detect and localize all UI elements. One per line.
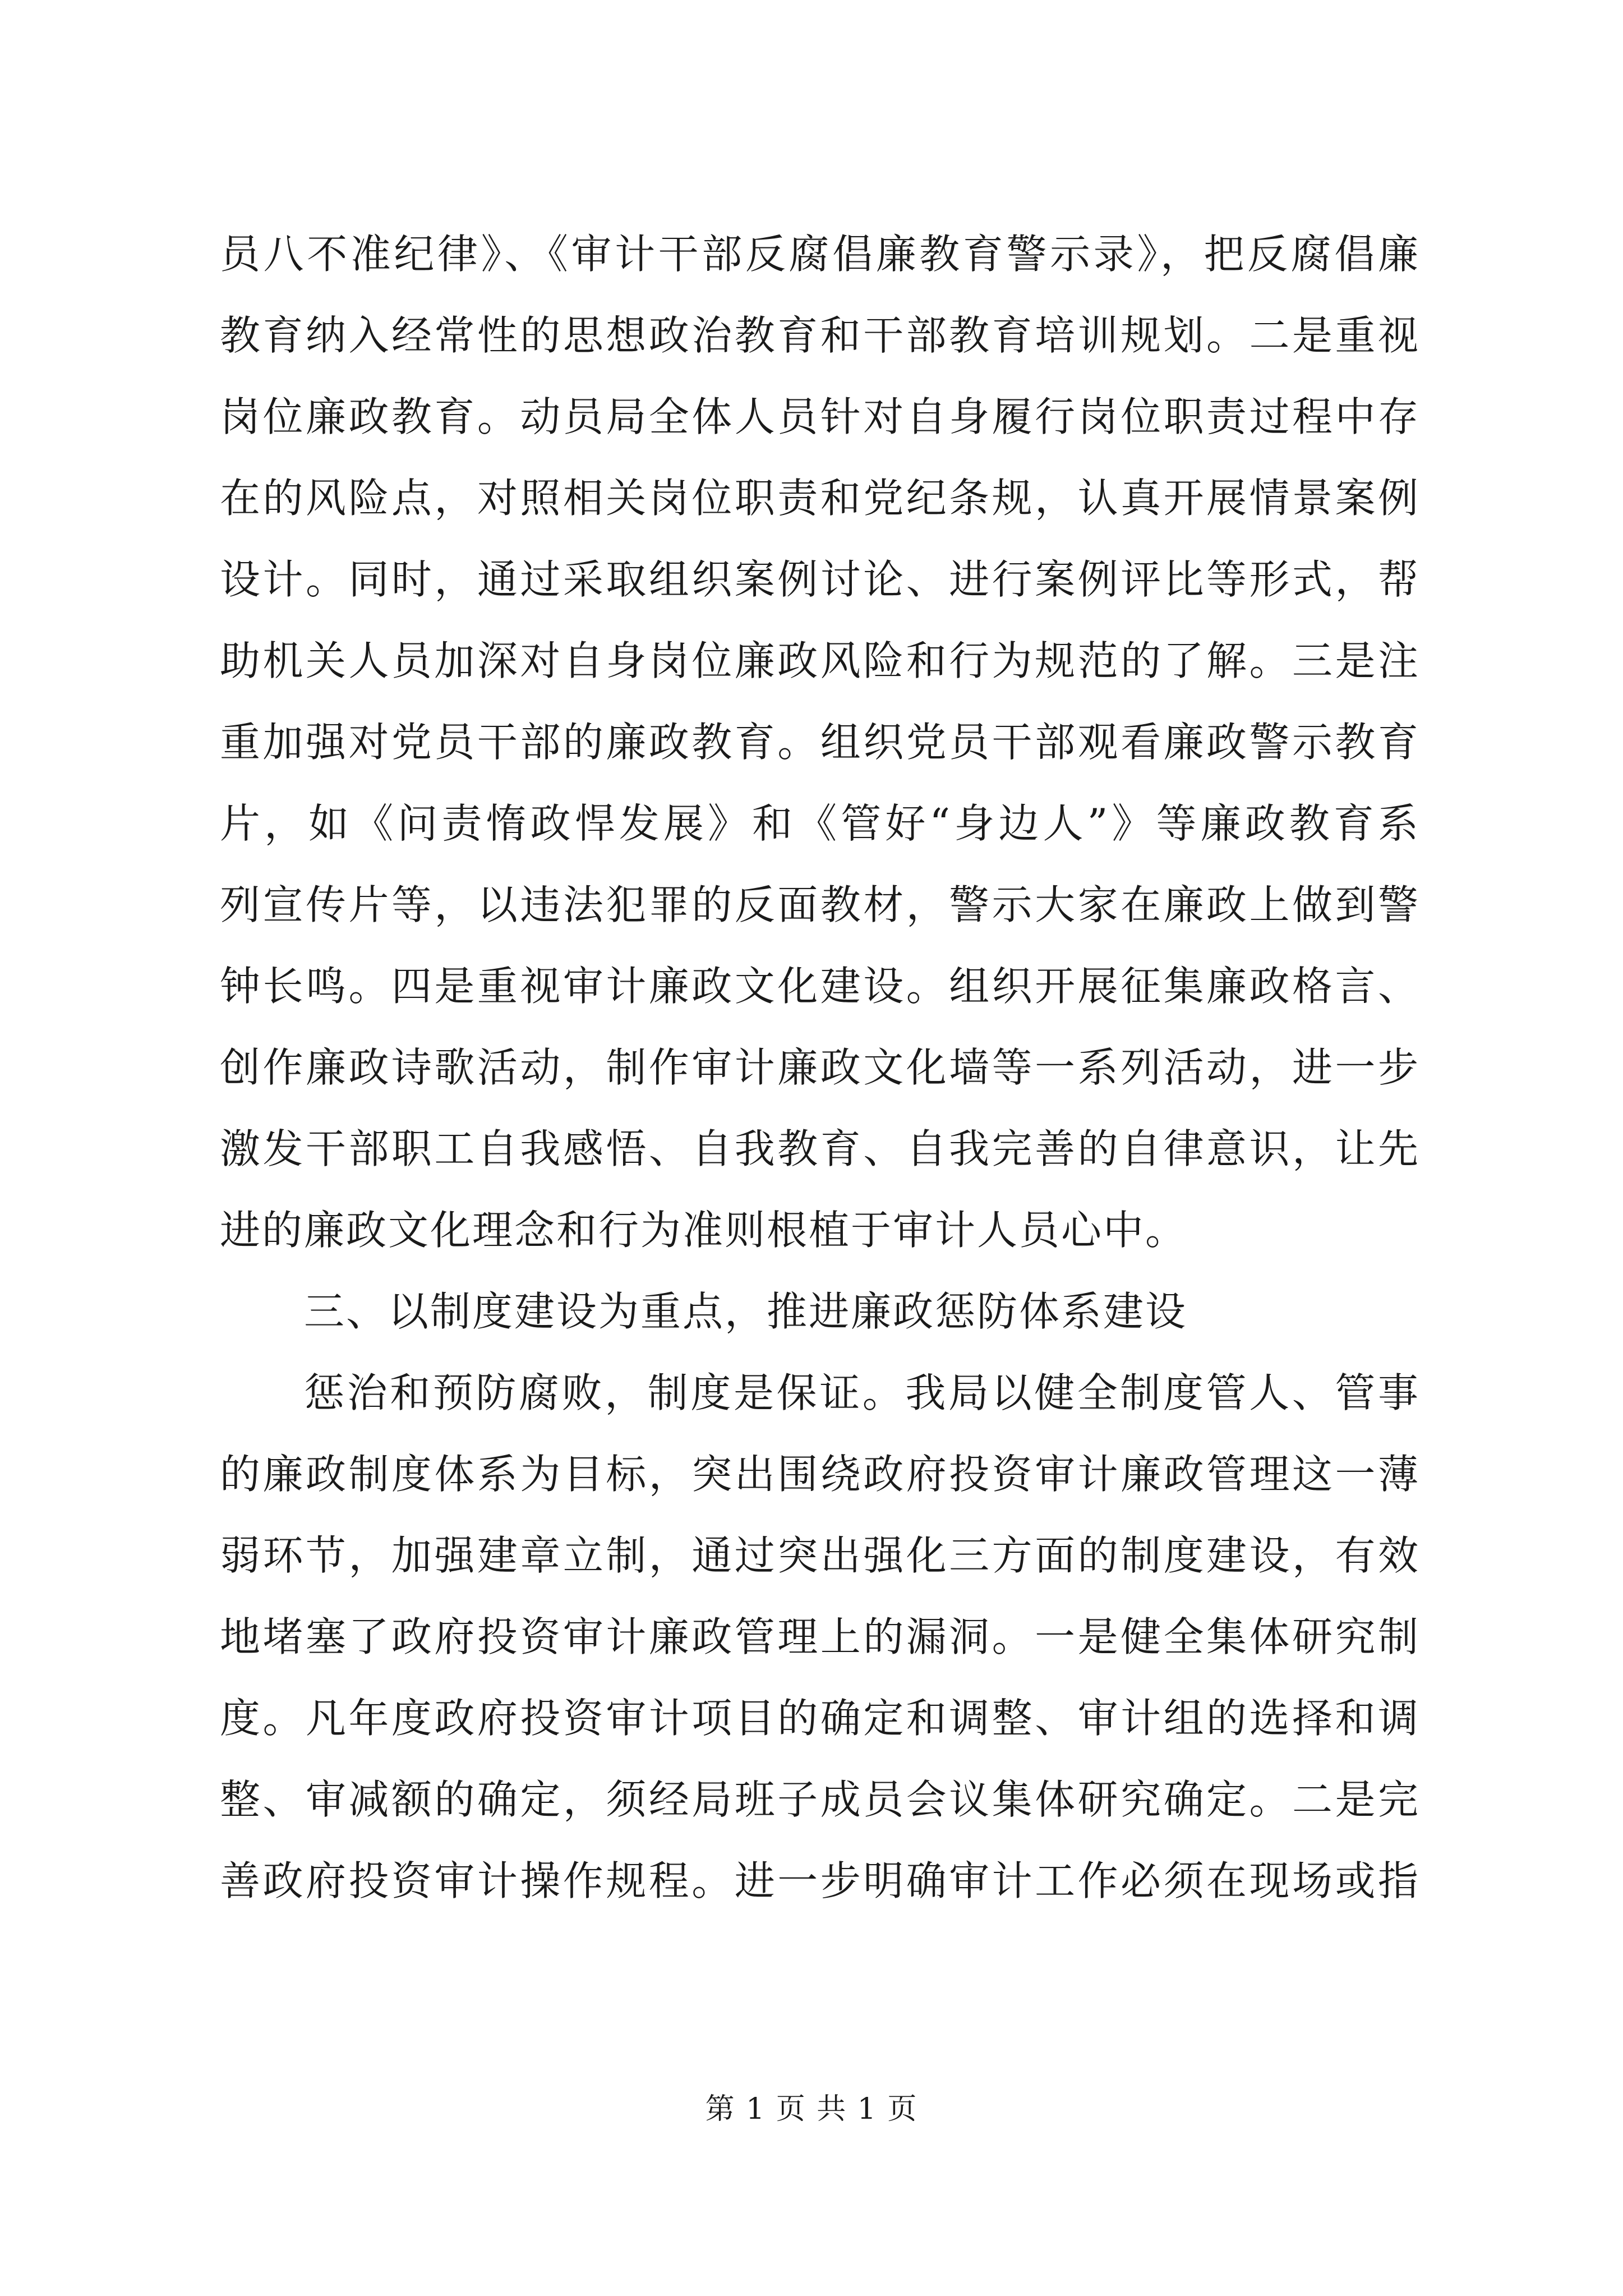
text-line: 惩治和预防腐败，制度是保证。我局以健全制度管人、管事 — [304, 1369, 1420, 1416]
text-line: 片，如《问责惰政悍发展》和《管好“身边人”》等廉政教育系 — [220, 800, 1420, 847]
text-line: 创作廉政诗歌活动，制作审计廉政文化墙等一系列活动，进一步 — [220, 1044, 1420, 1091]
page-number-footer: 第 1 页 共 1 页 — [705, 2092, 918, 2126]
text-line: 重加强对党员干部的廉政教育。组织党员干部观看廉政警示教育 — [220, 719, 1420, 766]
text-line: 进的廉政文化理念和行为准则根植于审计人员心中。 — [220, 1207, 1188, 1254]
text-line: 地堵塞了政府投资审计廉政管理上的漏洞。一是健全集体研究制 — [220, 1613, 1420, 1660]
section-heading: 三、以制度建设为重点，推进廉政惩防体系建设 — [304, 1288, 1188, 1335]
text-line: 弱环节，加强建章立制，通过突出强化三方面的制度建设，有效 — [220, 1532, 1420, 1579]
text-line: 钟长鸣。四是重视审计廉政文化建设。组织开展征集廉政格言、 — [220, 963, 1420, 1010]
text-line: 整、审减额的确定，须经局班子成员会议集体研究确定。二是完 — [220, 1776, 1420, 1823]
text-line: 列宣传片等，以违法犯罪的反面教材，警示大家在廉政上做到警 — [220, 881, 1420, 928]
text-line: 助机关人员加深对自身岗位廉政风险和行为规范的了解。三是注 — [220, 637, 1420, 684]
text-line: 在的风险点，对照相关岗位职责和党纪条规，认真开展情景案例 — [220, 475, 1420, 522]
text-line: 的廉政制度体系为目标，突出围绕政府投资审计廉政管理这一薄 — [220, 1451, 1420, 1498]
text-line: 教育纳入经常性的思想政治教育和干部教育培训规划。二是重视 — [220, 312, 1420, 359]
text-line: 设计。同时，通过采取组织案例讨论、进行案例评比等形式，帮 — [220, 556, 1420, 603]
text-line: 员八不准纪律》、《审计干部反腐倡廉教育警示录》，把反腐倡廉 — [220, 231, 1420, 278]
text-line: 善政府投资审计操作规程。进一步明确审计工作必须在现场或指 — [220, 1857, 1420, 1904]
text-line: 度。凡年度政府投资审计项目的确定和调整、审计组的选择和调 — [220, 1695, 1420, 1742]
text-line: 激发干部职工自我感悟、自我教育、自我完善的自律意识，让先 — [220, 1125, 1420, 1172]
text-line: 岗位廉政教育。动员局全体人员针对自身履行岗位职责过程中存 — [220, 393, 1420, 440]
